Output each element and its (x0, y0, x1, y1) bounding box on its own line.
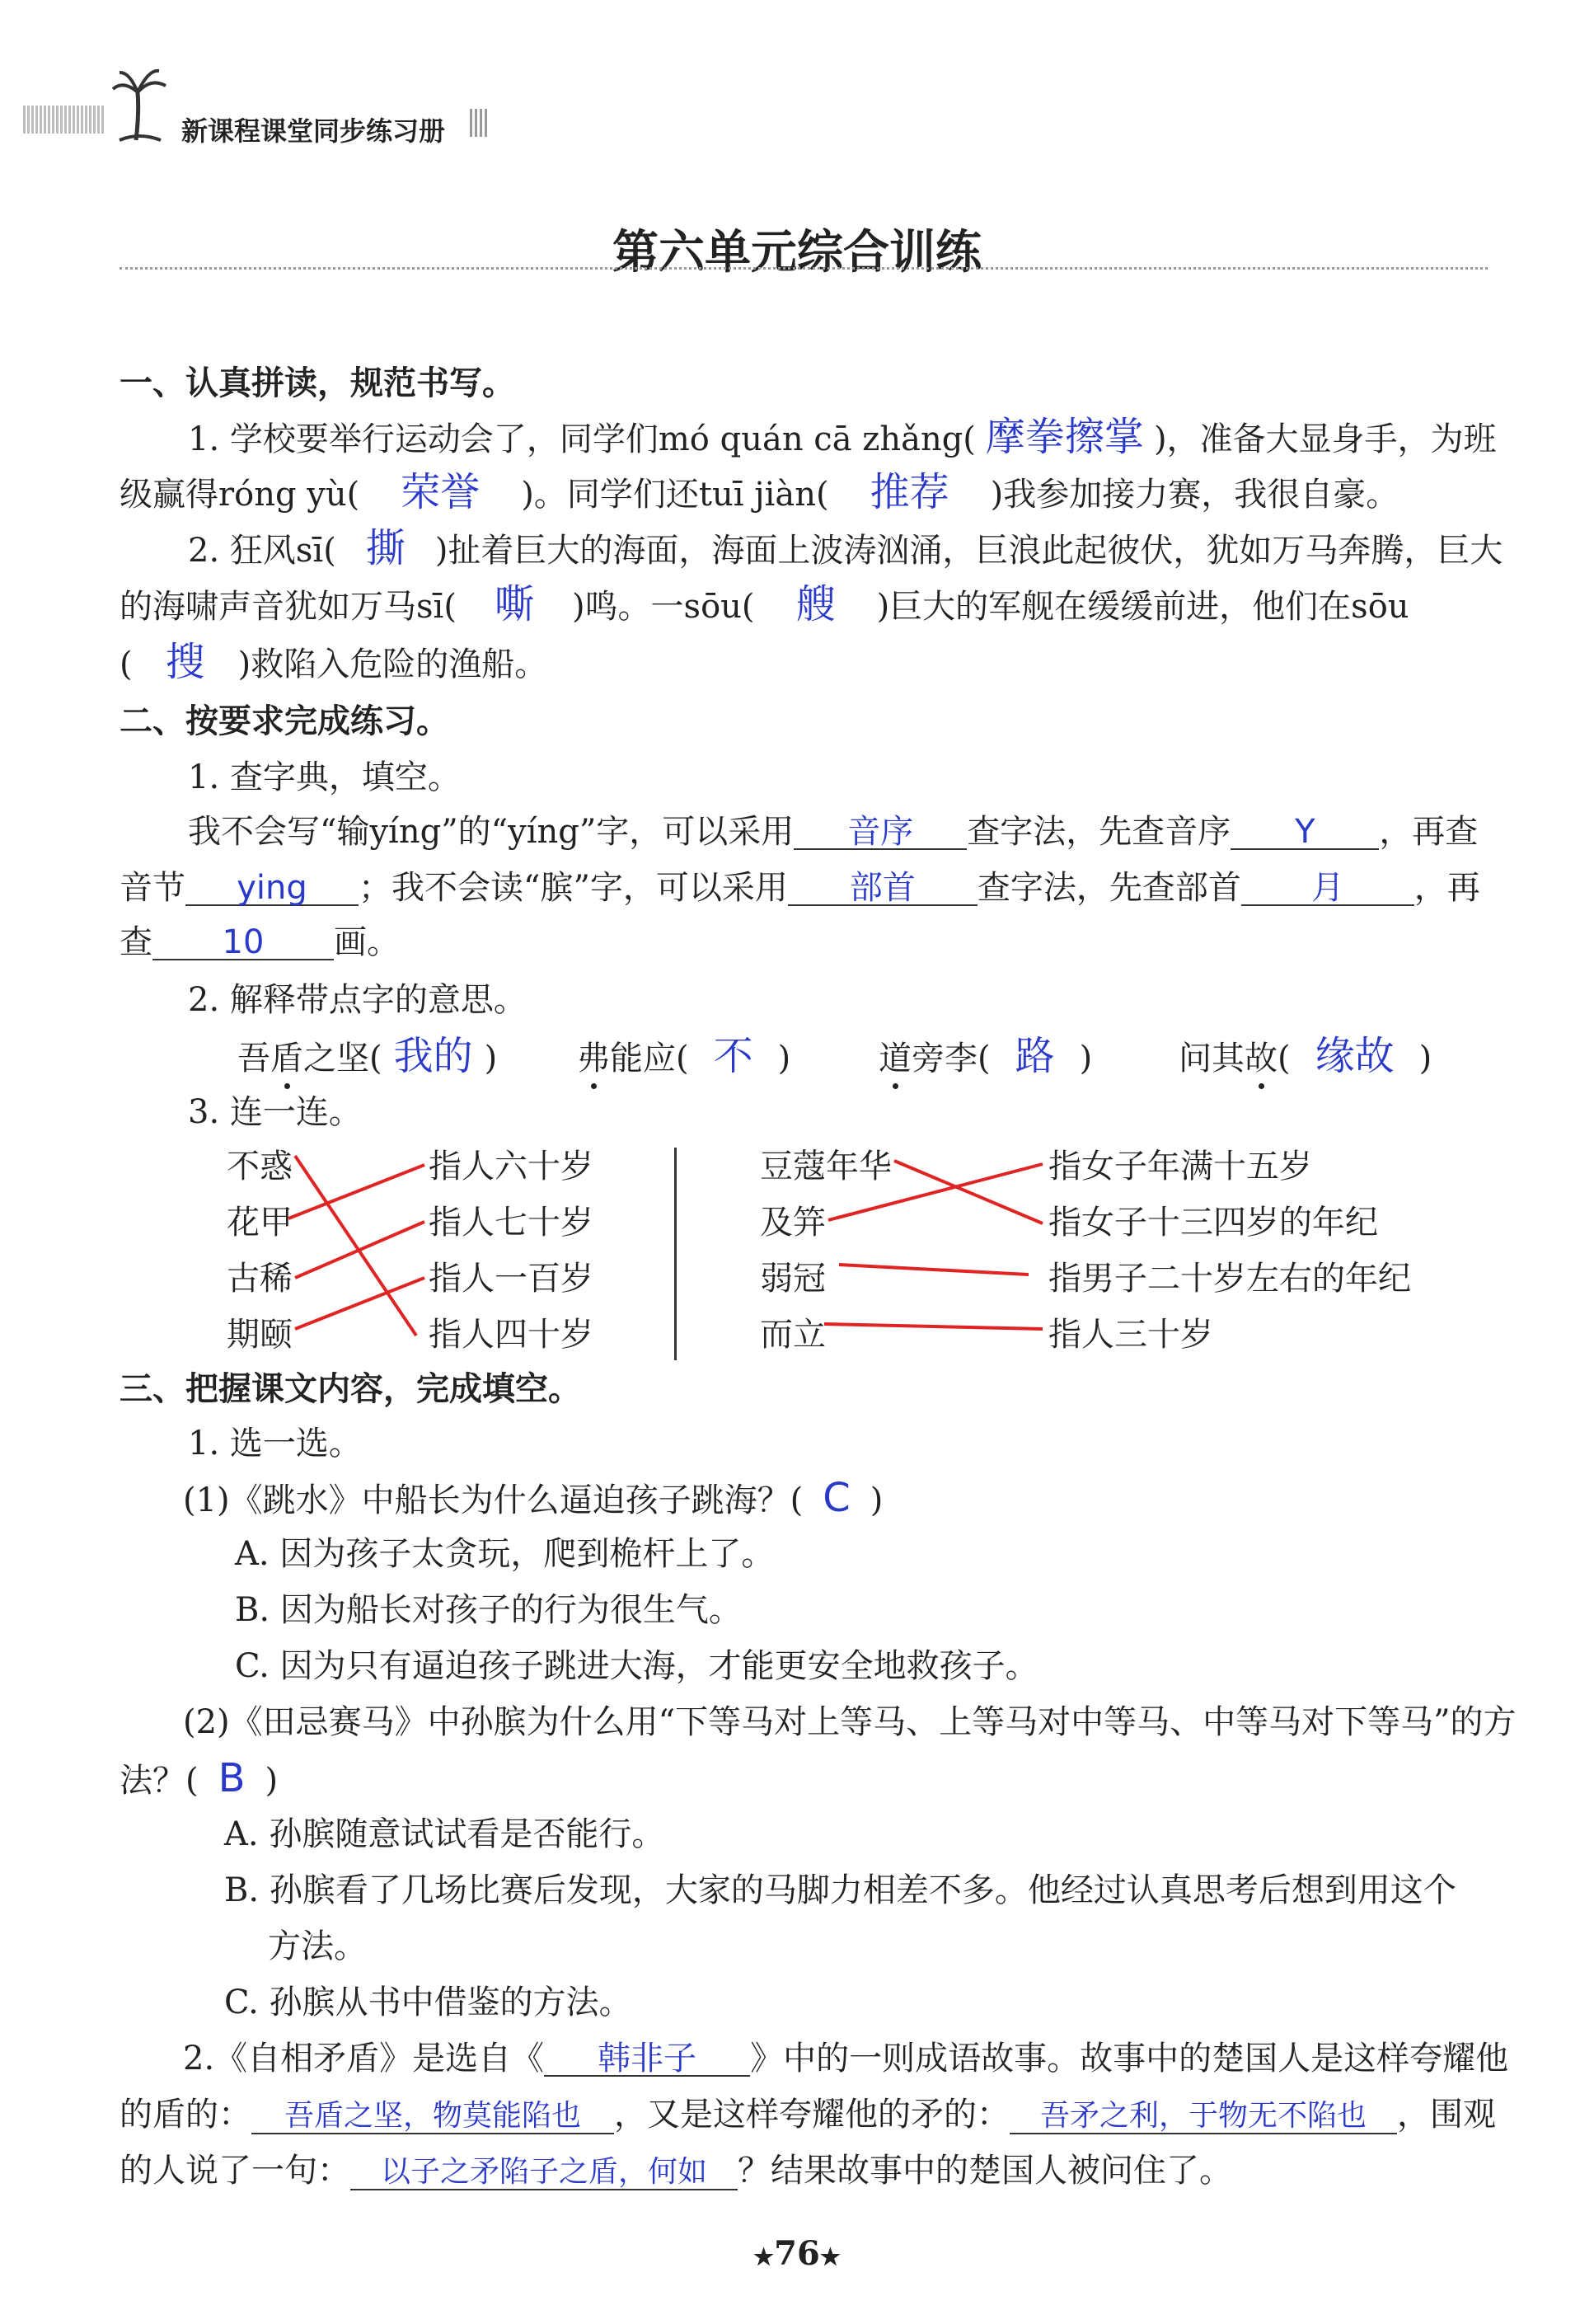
section3-q1-2-line2 (120, 1755, 279, 1801)
left-def-1: 指人六十岁 (429, 1148, 593, 1185)
section2-q2-title: 2. 解释带点字的意思。 (188, 981, 527, 1019)
s3q2-answer3: 吾矛之利，于物无不陷也 (1010, 2100, 1397, 2134)
s2q1-text-c: ，再查 (1379, 813, 1479, 851)
s1q2-text-g: )救陷入危险的渔船。 (237, 646, 548, 683)
s1q2-text-f: ( (120, 646, 133, 683)
page-number (0, 2234, 1594, 2273)
s3q2-answer1: 韩非子 (544, 2042, 750, 2077)
match-line-guxi (295, 1222, 424, 1278)
s1q1-text-c: 级赢得róng yù( (120, 476, 360, 514)
s2q2-item-2-close: ) (777, 1040, 791, 1077)
s2q2-item-4-pre: 问其 (1179, 1040, 1245, 1077)
s2q2-item-2-post: 能应( (610, 1040, 689, 1077)
book-title: 新课程课堂同步练习册 (181, 115, 446, 147)
right-def-2: 指女子十三四岁的年纪 (1048, 1204, 1378, 1242)
star-icon-left: ★ (753, 2243, 775, 2270)
s3q1-1-close: ) (870, 1481, 884, 1519)
s2q1-text-a: 我不会写“输yíng”的“yíng”字，可以采用 (188, 813, 795, 851)
left-term-1: 不惑 (227, 1148, 293, 1185)
match-line-ruoguan (839, 1265, 1029, 1275)
s1q2-answer1: 撕 (365, 525, 406, 571)
s1q2-text-d: )鸣。一sōu( (571, 588, 755, 626)
s3q1-2-close: ) (265, 1762, 279, 1800)
s3q1-1-text: (1)《跳水》中船长为什么逼迫孩子跳海？( (183, 1481, 804, 1519)
s2q2-item-4-dot: 故 (1245, 1040, 1278, 1077)
section2-q3-title: 3. 连一连。 (188, 1093, 362, 1131)
section3-q1-1 (183, 1477, 883, 1521)
s2q1-text-f: 查字法，先查部首 (977, 869, 1241, 907)
match-line-jiji (828, 1164, 1043, 1220)
s3q2-text-c: 的盾的： (120, 2096, 251, 2134)
match-line-buhuo (295, 1156, 416, 1336)
right-def-4: 指人三十岁 (1048, 1316, 1213, 1354)
s2q1-answer6: 10 (152, 926, 334, 960)
s2q2-item-1-pre: 吾 (237, 1040, 270, 1077)
s1q1-text-d: )。同学们还tuī jiàn( (521, 476, 829, 514)
match-line-erli (824, 1324, 1043, 1329)
s3q2-text-a: 2.《自相矛盾》是选自《 (183, 2040, 545, 2078)
s1q1-answer1: 摩拳擦掌 (985, 414, 1144, 460)
s1q1-text-a: 1. 学校要举行运动会了，同学们mó quán cā zhǎng( (188, 420, 976, 458)
s1q2-text-b: )扯着巨大的海面，海面上波涛汹涌，巨浪此起彼伏，犹如万马奔腾，巨大 (434, 532, 1503, 570)
section3-heading: 三、把握课文内容，完成填空。 (120, 1370, 581, 1408)
right-term-4: 而立 (760, 1316, 826, 1354)
s3q2-answer2: 吾盾之坚，物莫能陷也 (251, 2100, 614, 2134)
s3q1-1-answer: C (823, 1475, 851, 1521)
s2q2-item-3-close: ) (1079, 1040, 1093, 1077)
section3-q1-title: 1. 选一选。 (188, 1425, 362, 1462)
s3q2-text-e: ，围观 (1397, 2096, 1496, 2134)
s3q2-text-g: ？结果故事中的楚国人被问住了。 (738, 2152, 1232, 2190)
s2q1-text-h: 查 (120, 923, 152, 961)
s3q1-1-option-b: B. 因为船长对孩子的行为很生气。 (235, 1591, 742, 1629)
s2q1-text-d: 音节 (120, 869, 185, 907)
s1q2-text-e: )巨大的军舰在缓缓前进，他们在sōu (876, 588, 1409, 626)
s1q2-text-a: 2. 狂风sī( (188, 532, 336, 570)
s2q2-item-1-dot: 盾 (270, 1040, 303, 1077)
section3-q2-line3 (120, 2150, 1232, 2191)
s2q2-item-4-post: ( (1278, 1040, 1291, 1077)
s3q1-1-option-c: C. 因为只有逼迫孩子跳进大海，才能更安全地救孩子。 (235, 1647, 1038, 1685)
s2q1-text-b: 查字法，先查音序 (967, 813, 1231, 851)
s2q2-item-2-answer: 不 (713, 1033, 753, 1079)
s2q2-item-1-close: ) (484, 1040, 498, 1077)
section3-q2-line2 (120, 2094, 1496, 2135)
s1q2-answer3: 艘 (795, 581, 836, 627)
s1q1-text-e: )我参加接力赛，我很自豪。 (990, 476, 1399, 514)
s2q1-text-g: ，再 (1414, 869, 1480, 907)
s2q2-item-2-dot: 弗 (577, 1040, 610, 1077)
s3q2-answer4: 以子之矛陷子之盾，何如 (350, 2156, 738, 2190)
s3q1-2-option-b-line1: B. 孙膑看了几场比赛后发现，大家的马脚力相差不多。他经过认真思考后想到用这个 (224, 1871, 1456, 1909)
page-number-value: 76 (774, 2234, 820, 2273)
s2q2-item-4-answer: 缘故 (1315, 1033, 1395, 1079)
s3q2-text-d: ，又是这样夸耀他的矛的： (614, 2096, 1010, 2134)
s2q1-answer4: 部首 (788, 871, 977, 906)
left-term-4: 期颐 (227, 1316, 293, 1354)
s2q2-item-3-post: 旁李( (912, 1040, 991, 1077)
s2q1-answer3: ying (185, 871, 359, 906)
s3q1-2-option-c: C. 孙膑从书中借鉴的方法。 (224, 1984, 632, 2021)
left-def-4: 指人四十岁 (429, 1316, 593, 1354)
s3q1-1-option-a: A. 因为孩子太贪玩，爬到桅杆上了。 (235, 1535, 775, 1573)
s1q2-answer4: 搜 (165, 639, 205, 685)
s2q2-item-1-post: 之坚( (303, 1040, 382, 1077)
star-icon-right: ★ (819, 2243, 841, 2270)
section3-q1-2-line1: (2)《田忌赛马》中孙膑为什么用“下等马对上等马、上等马对中等马、中等马对下等马”的方 (183, 1703, 1517, 1741)
left-term-2: 花甲 (227, 1204, 293, 1242)
section2-heading: 二、按要求完成练习。 (120, 702, 449, 740)
s2q1-answer1: 音序 (794, 815, 967, 850)
right-term-2: 及笄 (760, 1204, 826, 1242)
s1q2-answer2: 嘶 (494, 581, 534, 627)
s2q1-text-i: 画。 (334, 923, 400, 961)
page-title: 第六单元综合训练 (612, 225, 982, 279)
section1-heading: 一、认真拼读，规范书写。 (120, 364, 515, 402)
s3q1-2-option-b-line2: 方法。 (268, 1927, 367, 1965)
s2q2-item-1-answer: 我的 (393, 1033, 473, 1079)
s2q1-text-e: ；我不会读“膑”字，可以采用 (359, 869, 788, 907)
s3q2-text-b: 》中的一则成语故事。故事中的楚国人是这样夸耀他 (750, 2040, 1509, 2078)
right-def-3: 指男子二十岁左右的年纪 (1048, 1260, 1411, 1298)
match-line-huajia (288, 1165, 424, 1218)
left-term-3: 古稀 (227, 1260, 293, 1298)
section3-q2-line1 (183, 2038, 1508, 2079)
section2-q1-title: 1. 查字典，填空。 (188, 758, 461, 796)
s3q2-text-f: 的人说了一句： (120, 2152, 350, 2190)
right-def-1: 指女子年满十五岁 (1048, 1148, 1312, 1185)
right-term-3: 弱冠 (760, 1260, 826, 1298)
s3q1-2-text: 法？( (120, 1762, 199, 1800)
left-def-2: 指人七十岁 (429, 1204, 593, 1242)
s1q1-answer2: 荣誉 (401, 469, 481, 515)
s2q1-answer2: Y (1231, 815, 1379, 850)
s1q1-text-b: )，准备大显身手，为班 (1153, 420, 1497, 458)
s3q1-2-option-a: A. 孙膑随意试试看是否能行。 (224, 1815, 665, 1853)
s2q2-item-3-answer: 路 (1015, 1033, 1055, 1079)
s1q2-text-c: 的海啸声音犹如万马sī( (120, 588, 457, 626)
s2q1-answer5: 月 (1241, 871, 1414, 906)
s1q1-answer3: 推荐 (870, 469, 949, 515)
s2q2-item-3-dot: 道 (879, 1040, 912, 1077)
left-def-3: 指人一百岁 (429, 1260, 593, 1298)
s2q2-item-4-close: ) (1418, 1040, 1432, 1077)
s3q1-2-answer: B (218, 1755, 246, 1801)
right-term-1: 豆蔻年华 (760, 1148, 892, 1185)
